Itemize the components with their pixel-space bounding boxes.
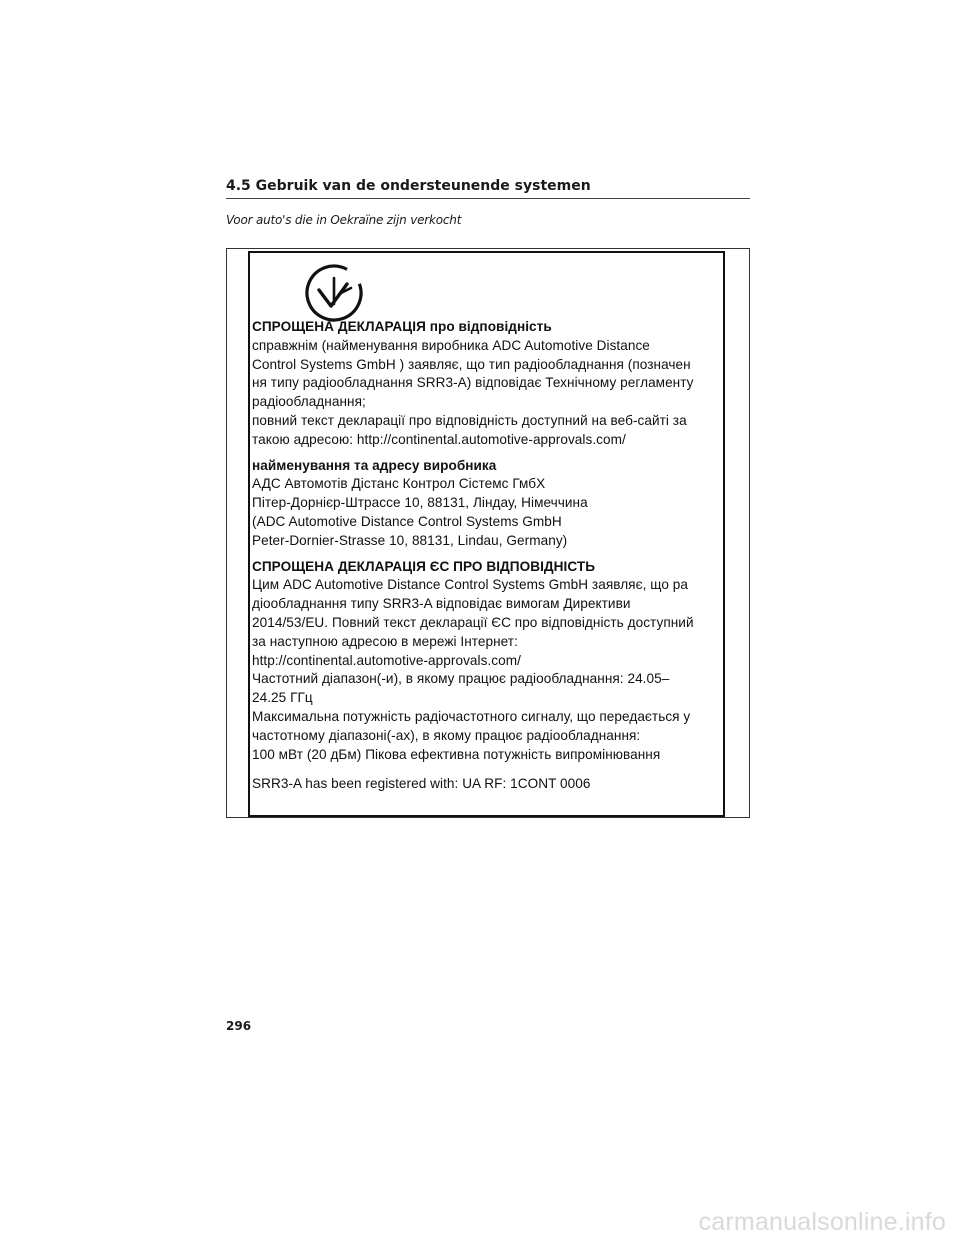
eu-declaration-line: Частотний діапазон(-и), в якому працює радіообладнання: 24.05–: [252, 671, 670, 687]
declaration-text: [252, 318, 724, 794]
declaration-line: справжнім (найменування виробника ADC Automotive Distance: [252, 337, 650, 353]
section-title: 4.5 Gebruik van de ondersteunende systemen: [226, 178, 750, 199]
declaration-line: Control Systems GmbH ) заявляє, що тип радіообладнання (позначен: [252, 356, 691, 372]
manufacturer-line: (ADC Automotive Distance Control Systems GmbH: [252, 513, 562, 529]
watermark: carmanualsonline.info: [698, 1208, 946, 1236]
eu-declaration-url: http://continental.automotive-approvals.com/: [252, 652, 521, 668]
eu-declaration-line: 2014/53/EU. Повний текст декларації ЄС про відповідність доступний: [252, 614, 694, 630]
registration-line: SRR3-A has been registered with: UA RF: 1CONT 0006: [252, 776, 591, 792]
manufacturer-line: Peter-Dornier-Strasse 10, 88131, Lindau, Germany): [252, 532, 568, 548]
declaration-line: ня типу радіообладнання SRR3-A) відповідає Технічному регламенту: [252, 375, 694, 391]
page-number: 296: [226, 1019, 252, 1033]
eu-declaration-line: 100 мВт (20 дБм) Пікова ефективна потужність випромінювання: [252, 746, 661, 762]
ukrainian-conformity-mark-icon: [301, 260, 367, 326]
eu-declaration-heading: СПРОЩЕНА ДЕКЛАРАЦІЯ ЄС ПРО ВІДПОВІДНІСТЬ: [252, 558, 596, 574]
manufacturer-heading: найменування та адресу виробника: [252, 457, 497, 473]
eu-declaration-line: частотному діапазоні(-ах), в якому працює радіообладнання:: [252, 727, 641, 743]
eu-declaration-line: Максимальна потужність радіочастотного сигналу, що передається у: [252, 708, 691, 724]
eu-declaration-line: Цим ADC Automotive Distance Control Systems GmbH заявляє, що ра: [252, 577, 688, 593]
declaration-line: радіообладнання;: [252, 394, 366, 410]
section-subtitle: Voor auto's die in Oekraïne zijn verkocht: [226, 213, 462, 227]
eu-declaration-line: 24.25 ГГц: [252, 690, 313, 706]
eu-declaration-line: діообладнання типу SRR3-A відповідає вимогам Директиви: [252, 596, 631, 612]
eu-declaration-line: за наступною адресою в мережі Інтернет:: [252, 633, 518, 649]
declaration-line: такою адресою: http://continental.automotive-approvals.com/: [252, 431, 626, 447]
declaration-line: повний текст декларації про відповідність доступний на веб-сайті за: [252, 412, 687, 428]
manufacturer-line: АДС Автомотів Дістанс Контрол Сістемс ГмбХ: [252, 476, 546, 492]
manufacturer-line: Пітер-Дорнієр-Штрассе 10, 88131, Ліндау, Німеччина: [252, 495, 588, 511]
declaration-heading: СПРОЩЕНА ДЕКЛАРАЦІЯ про відповідність: [252, 319, 552, 334]
